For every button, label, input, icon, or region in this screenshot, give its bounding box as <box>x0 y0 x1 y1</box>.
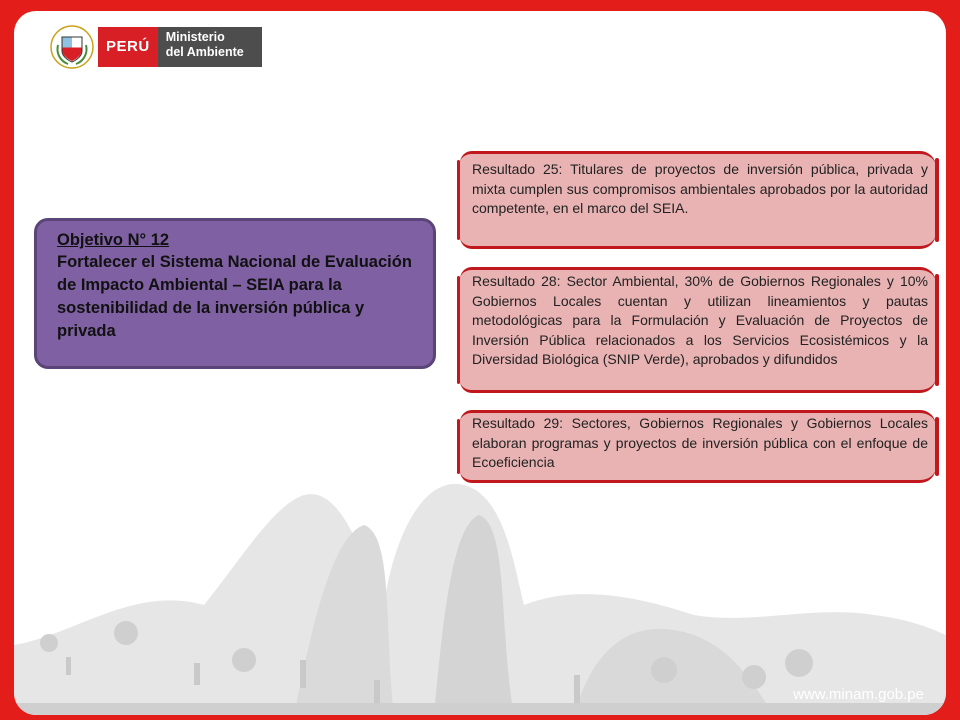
result-28-box <box>460 267 936 393</box>
slide-frame <box>14 11 946 715</box>
logo-ministry-line1: Ministerio <box>165 30 225 44</box>
objective-box <box>34 218 436 369</box>
ministry-logo[interactable] <box>50 25 262 69</box>
objective-title: Objetivo N° 12 <box>57 231 170 249</box>
footer-url[interactable]: www.minam.gob.pe <box>793 686 924 703</box>
logo-country-label: PERÚ <box>98 27 158 67</box>
result-25-text: Resultado 25: Titulares de proyectos de inversión pública, privada y mixta cumplen sus compromisos ambientales aprobados por la autoridad competente, en el marco del SEIA. <box>472 161 928 216</box>
result-25-box <box>460 151 936 249</box>
result-29-text: Resultado 29: Sectores, Gobiernos Regionales y Gobiernos Locales elaboran programas y proyectos de inversión pública con el enfoque de Ecoeficiencia <box>472 415 928 470</box>
result-29-box <box>460 410 936 483</box>
objective-text: Fortalecer el Sistema Nacional de Evaluación de Impacto Ambiental – SEIA para la sostenibilidad de la inversión pública y privada <box>57 253 412 340</box>
coat-of-arms-icon <box>50 25 94 69</box>
logo-ministry-line2: del Ambiente <box>165 45 244 59</box>
logo-ministry-name <box>158 27 262 67</box>
result-28-text: Resultado 28: Sector Ambiental, 30% de Gobiernos Regionales y 10% Gobiernos Locales cuentan y utilizan lineamientos y pautas metodológicas para la Formulación y Evaluación de Proyectos de Inversión Pública relacionados a los Servicios Ecosistémicos y la Diversidad Biológica (SNIP Verde), aprobados y difundidos <box>472 273 928 367</box>
